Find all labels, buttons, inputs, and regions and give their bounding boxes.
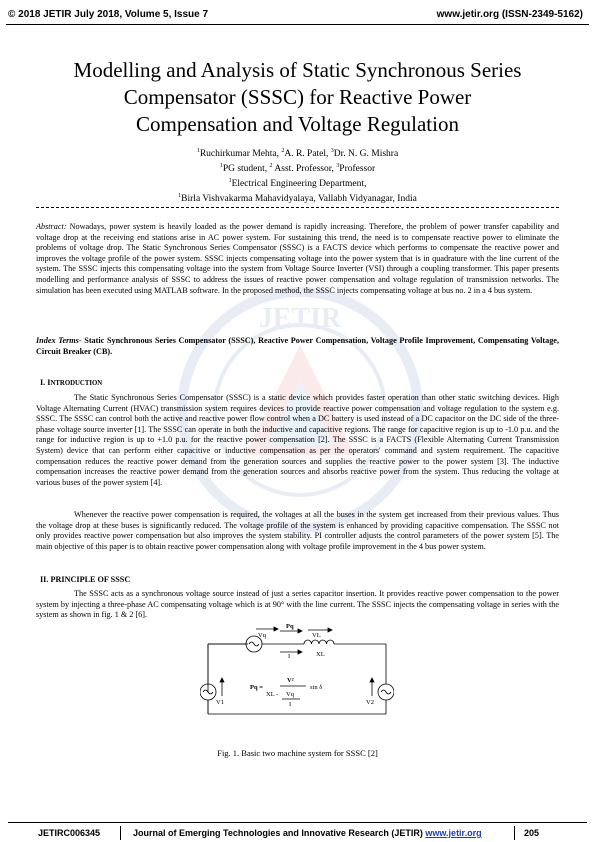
title-line-3: Compensation and Voltage Regulation [136,112,459,136]
paper-id: JETIRC006345 [38,828,101,838]
label-sin: sin δ [310,684,323,691]
journal-website-issn: www.jetir.org (ISSN-2349-5162) [436,9,583,20]
footer-separator [120,826,121,840]
section-1-title: NTRODUCTION [50,380,103,387]
label-i-den: I [289,701,292,708]
author-block [20,145,575,206]
label-i: I [288,653,291,660]
author-divider [36,207,559,208]
index-terms [36,336,559,357]
author-names [20,145,575,160]
title-line-1: Modelling and Analysis of Static Synchronous Series [73,58,522,82]
index-terms-text: Static Synchronous Series Compensator (SSSC), Reactive Power Compensation, Voltage Profile Improvement, Compensating Voltage, Circuit Breaker (CB). [36,336,559,356]
role-sup: 1 [219,163,223,170]
label-v2: V2 [366,699,374,706]
principle-paragraph-1: The SSSC acts as a synchronous voltage source instead of just a series capacitor insertion. It provides reactive power compensation to the power system by injecting a three-phase AC compensating voltage which is at 90° with the line current. The SSSC injects the compensating voltage in series with the system as shown in fig. 1 & 2 [6]. [36,589,559,620]
role-sup: 3 [336,163,340,170]
abstract [36,222,559,296]
inst-sup: 1 [178,193,182,200]
label-vq: Vq [258,632,266,639]
label-xl: XL [316,651,325,658]
author-name: Dr. N. G. Mishra [333,149,399,160]
author-name: Ruchirkumar Mehta, [199,149,282,160]
abstract-label: Abstract: [36,222,67,231]
author-sup: 2 [281,148,285,154]
abstract-text: Nowadays, power system is heavily loaded as the power demand is rapidly increasing. Therefore, the problem of power transfer capability and voltage drop at the receiving end stations arise in AC power system. For sustaining this trend, the need is to compensate reactive power to eliminate the problems of voltage drop. The Static Synchronous Series Compensator (SSSC) is a FACTS device which performs to compensate the reactive power and improves the voltage profile of the power system. SSSC injects compensating voltage into the power system that is in quadrature with the line current of the system. The SSSC injects this compensating voltage into the system from Voltage Source Inverter (VSI) through a coupling transformer. This paper presents modelling and performance analysis of SSSC to address the issues of reactive power compensation and voltage regulation of transmission networks. The simulation has been executed using MATLAB software. In the proposed method, the SSSC injects compensating voltage at bus no. 2 in a 4 bus system. [36,222,559,295]
section-1-heading [40,378,102,387]
dept-sup: 1 [228,178,232,185]
label-pq: Pq [286,624,294,630]
title-line-2: Compensator (SSSC) for Reactive Power [123,85,472,109]
page-number: 205 [524,828,540,838]
inst-text: Birla Vishvakarma Mahavidyalaya, Vallabh Vidyanagar, India [181,194,417,205]
author-role: Asst. Professor, [272,164,337,175]
journal-name [133,828,482,838]
page-header [0,0,595,28]
author-role: Professor [339,164,376,175]
label-v-squared: V² [287,677,294,684]
footer-separator [514,826,515,840]
journal-link[interactable]: www.jetir.org [425,828,482,838]
dept-text: Electrical Engineering Department, [231,179,367,190]
label-v1: V1 [216,699,224,706]
intro-paragraph-2: Whenever the reactive power compensation is required, the voltages at all the buses in the system get increased from their previous values. Thus the voltage drop at these buses is significantly reduced. The voltage profile of the system is enhanced by providing capacitive compensation. The SSSC not only provides reactive power compensation but also improves the system stability. PI controller adjusts the control parameters of the power system [5]. The main objective of this paper is to obtain reactive power compensation along with voltage profile improvement in the 4 bus power system. [36,510,559,551]
label-p-eq: Pq = [250,684,263,691]
author-role: PG student, [222,164,270,175]
author-institution [20,190,575,205]
author-roles [20,160,575,175]
index-terms-label: Index Terms- [36,336,82,345]
figure-caption: Fig. 1. Basic two machine system for SSSC [2] [217,748,378,758]
paper-title [20,57,575,138]
svg-text:JETIR: JETIR [258,303,342,334]
journal-title-text: Journal of Emerging Technologies and Innovative Research (JETIR) [133,828,426,838]
two-machine-sssc-diagram [200,624,394,718]
section-2-heading: II. PRINCIPLE OF SSSC [40,575,131,584]
intro-paragraph-1: The Static Synchronous Series Compensator (SSSC) is a static device which provides faster operation than other static switching devices. High Voltage Alternating Current (HVAC) transmission system requires devices to provide reactive power compensation and voltage regulation to the system e.g. SSSC. The SSSC can control both the active and reactive power flow control when a DC battery is used instead of a DC capacitor on the DC side of the three-phase voltage source inverter [1]. The SSSC can operate in both the inductive and capacitive regions. The range for capacitive region is up to -1.0 p.u. and the range for inductive region is up to +1.0 p.u. for the reactive power compensation [2]. The SSSC is a FACTS (Flexible Alternating Current Transmission System) device that can perform either capacitive or inductive compensation as per the operators' command and system requirement. The capacitive compensation reduces the reactive power demand from the generation sources and supplies the reactive power to the power system [3]. The inductive compensation increases the reactive power demand from the generation sources and absorbs reactive power from the system. Thus reducing the voltage at various buses of the power system [4]. [36,393,559,487]
section-1-number: I. I [40,378,51,387]
role-sup: 2 [269,163,273,170]
journal-issue-info: © 2018 JETIR July 2018, Volume 5, Issue 7 [8,9,209,20]
author-department [20,175,575,190]
label-xl-den: XL - [266,691,279,698]
header-divider [6,24,589,25]
footer-divider [8,822,587,823]
author-sup: 1 [196,148,200,154]
label-vq-den: Vq [286,691,294,698]
author-name: A. R. Patel, [284,149,331,160]
label-vl: VL [312,632,321,639]
author-sup: 3 [330,148,334,154]
